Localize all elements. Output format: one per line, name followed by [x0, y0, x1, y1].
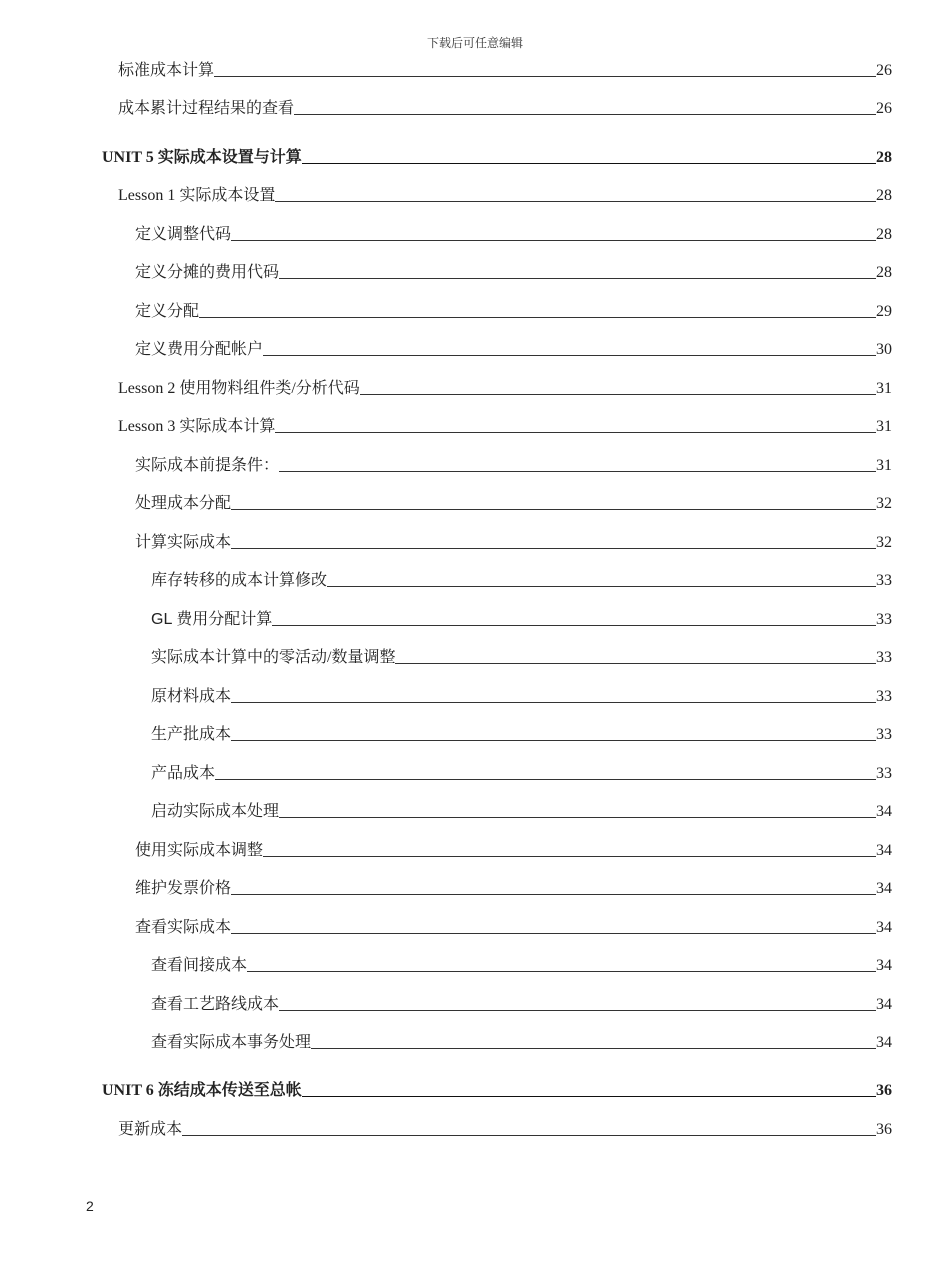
toc-leader-line	[231, 701, 876, 703]
toc-entry[interactable]	[118, 58, 892, 82]
toc-leader-line	[231, 239, 876, 241]
toc-entry-page-number: 31	[876, 457, 892, 474]
toc-entry-label-text: 查看间接成本	[151, 957, 248, 974]
toc-entry-page-number: 32	[876, 495, 892, 512]
toc-entry-page-number: 34	[876, 1034, 892, 1051]
toc-entry-label-text: Lesson 3 实际成本计算	[118, 418, 276, 435]
toc-entry[interactable]	[118, 96, 892, 120]
toc-entry-label	[102, 1081, 302, 1102]
toc-entry[interactable]	[135, 299, 892, 323]
toc-entry-label	[151, 764, 215, 785]
toc-entry-label-text: 生产批成本	[151, 726, 232, 743]
toc-entry[interactable]	[151, 568, 892, 592]
toc-leader-line	[231, 893, 876, 895]
toc-entry-label	[135, 533, 231, 554]
toc-entry-label-text: 实际成本前提条件：	[135, 457, 280, 474]
toc-entry-page-number: 34	[876, 880, 892, 897]
toc-leader-line	[199, 316, 876, 318]
toc-leader-line	[231, 739, 876, 741]
toc-unit-entry[interactable]	[102, 145, 892, 169]
toc-leader-line	[247, 970, 876, 972]
toc-entry[interactable]	[151, 953, 892, 977]
toc-leader-line	[231, 547, 876, 549]
toc-entry[interactable]	[135, 260, 892, 284]
toc-entry-label	[151, 648, 395, 669]
toc-unit-entry[interactable]	[102, 1078, 892, 1102]
toc-entry-label-prefix: GL	[151, 611, 177, 628]
toc-entry-page-number: 28	[876, 226, 892, 243]
toc-entry-label-text: 原材料成本	[151, 688, 232, 705]
toc-entry[interactable]	[151, 1030, 892, 1054]
toc-entry-page-number: 31	[876, 418, 892, 435]
toc-entry[interactable]	[118, 376, 892, 400]
toc-leader-line	[360, 393, 876, 395]
toc-leader-line	[231, 508, 876, 510]
toc-entry-label	[151, 802, 279, 823]
toc-leader-line	[279, 277, 876, 279]
toc-entry-page-number: 28	[876, 264, 892, 281]
toc-entry-label	[135, 340, 263, 361]
toc-entry[interactable]	[118, 1117, 892, 1141]
toc-entry-label-text: 定义调整代码	[135, 226, 232, 243]
toc-leader-line	[302, 162, 876, 164]
page-number: 2	[86, 1198, 94, 1214]
toc-entry[interactable]	[135, 491, 892, 515]
toc-entry[interactable]	[135, 453, 892, 477]
toc-entry-label-text: 启动实际成本处理	[151, 803, 280, 820]
toc-leader-line	[327, 585, 876, 587]
toc-entry[interactable]	[135, 876, 892, 900]
toc-leader-line	[275, 431, 876, 433]
toc-leader-line	[215, 778, 876, 780]
toc-entry-label-text: Lesson 2 使用物料组件类/分析代码	[118, 380, 360, 397]
toc-entry-label	[118, 99, 294, 120]
toc-entry-page-number: 34	[876, 842, 892, 859]
toc-entry-label	[135, 302, 199, 323]
toc-entry-page-number: 34	[876, 957, 892, 974]
toc-entry-label	[135, 879, 231, 900]
toc-entry-label	[151, 995, 279, 1016]
toc-entry-label	[118, 1120, 182, 1141]
toc-entry-page-number: 28	[876, 187, 892, 204]
toc-entry[interactable]	[118, 414, 892, 438]
toc-entry-label-text: 定义费用分配帐户	[135, 341, 264, 358]
toc-leader-line	[302, 1095, 876, 1097]
toc-entry[interactable]	[151, 684, 892, 708]
toc-entry-label-text: 更新成本	[118, 1121, 183, 1138]
toc-entry-label	[135, 263, 279, 284]
toc-leader-line	[182, 1134, 876, 1136]
toc-entry-label	[151, 956, 247, 977]
toc-entry[interactable]	[135, 222, 892, 246]
toc-leader-line	[263, 354, 876, 356]
toc-entry-label-text: UNIT 6 冻结成本传送至总帐	[102, 1082, 302, 1099]
toc-entry-label	[118, 186, 275, 207]
toc-entry-page-number: 33	[876, 726, 892, 743]
toc-leader-line	[214, 75, 876, 77]
toc-entry[interactable]	[135, 838, 892, 862]
toc-entry-page-number: 33	[876, 688, 892, 705]
toc-entry-label	[118, 61, 214, 82]
toc-entry-label	[151, 725, 231, 746]
page-header: 下载后可任意编辑	[426, 36, 523, 50]
toc-entry-page-number: 34	[876, 919, 892, 936]
toc-entry-label	[118, 417, 275, 438]
toc-entry-label-text: 成本累计过程结果的查看	[118, 100, 295, 117]
toc-entry[interactable]	[135, 530, 892, 554]
toc-entry-label	[135, 456, 279, 477]
toc-entry-page-number: 26	[876, 62, 892, 79]
toc-entry-page-number: 31	[876, 380, 892, 397]
toc-entry-label-text: 库存转移的成本计算修改	[151, 572, 328, 589]
toc-entry-label-text: 处理成本分配	[135, 495, 232, 512]
toc-leader-line	[294, 113, 876, 115]
toc-leader-line	[272, 624, 876, 626]
toc-entry-page-number: 36	[876, 1082, 892, 1099]
toc-entry-label-text: 查看实际成本事务处理	[151, 1034, 312, 1051]
toc-entry-label-text: 计算实际成本	[135, 534, 232, 551]
toc-entry-page-number: 28	[876, 149, 892, 166]
toc-entry[interactable]	[151, 722, 892, 746]
toc-entry-label-text: 标准成本计算	[118, 62, 215, 79]
toc-entry-label	[118, 379, 360, 400]
toc-entry-label	[135, 225, 231, 246]
toc-leader-line	[395, 662, 876, 664]
toc-leader-line	[275, 200, 876, 202]
toc-entry-label	[151, 687, 231, 708]
toc-entry-label-text: 定义分配	[135, 303, 200, 320]
toc-entry-label-text: 定义分摊的费用代码	[135, 264, 280, 281]
toc-entry-label	[102, 148, 302, 169]
toc-entry-label-text: 查看实际成本	[135, 919, 232, 936]
toc-entry-page-number: 33	[876, 765, 892, 782]
toc-entry-page-number: 30	[876, 341, 892, 358]
toc-entry-page-number: 34	[876, 996, 892, 1013]
toc-entry-page-number: 33	[876, 611, 892, 628]
toc-entry-label-text: Lesson 1 实际成本设置	[118, 187, 276, 204]
toc-entry-page-number: 32	[876, 534, 892, 551]
toc-entry-page-number: 26	[876, 100, 892, 117]
toc-entry-page-number: 33	[876, 649, 892, 666]
toc-entry[interactable]	[135, 915, 892, 939]
toc-entry-page-number: 29	[876, 303, 892, 320]
toc-entry-label-text: 查看工艺路线成本	[151, 996, 280, 1013]
toc-entry-label-text: 产品成本	[151, 765, 216, 782]
toc-entry-label-text: 费用分配计算	[176, 611, 273, 628]
toc-entry-label	[151, 571, 327, 592]
toc-leader-line	[311, 1047, 876, 1049]
toc-entry-label-text: 实际成本计算中的零活动/数量调整	[151, 649, 396, 666]
toc-leader-line	[263, 855, 876, 857]
toc-entry-label-text: 维护发票价格	[135, 880, 232, 897]
toc-entry[interactable]	[151, 645, 892, 669]
toc-leader-line	[279, 470, 876, 472]
toc-entry[interactable]	[135, 337, 892, 361]
toc-entry[interactable]	[151, 761, 892, 785]
toc-leader-line	[279, 1009, 876, 1011]
toc-entry-label-text: UNIT 5 实际成本设置与计算	[102, 149, 302, 166]
toc-entry[interactable]	[151, 607, 892, 631]
toc-entry-page-number: 33	[876, 572, 892, 589]
toc-entry-label	[135, 494, 231, 515]
toc-entry[interactable]	[151, 992, 892, 1016]
toc-entry-page-number: 34	[876, 803, 892, 820]
toc-entry-label-text: 使用实际成本调整	[135, 842, 264, 859]
toc-entry-page-number: 36	[876, 1121, 892, 1138]
toc-entry-label	[151, 610, 272, 631]
toc-entry[interactable]	[118, 183, 892, 207]
toc-leader-line	[231, 932, 876, 934]
toc-leader-line	[279, 816, 876, 818]
toc-entry-label	[135, 918, 231, 939]
toc-entry[interactable]	[151, 799, 892, 823]
toc-entry-label	[135, 841, 263, 862]
toc-entry-label	[151, 1033, 311, 1054]
